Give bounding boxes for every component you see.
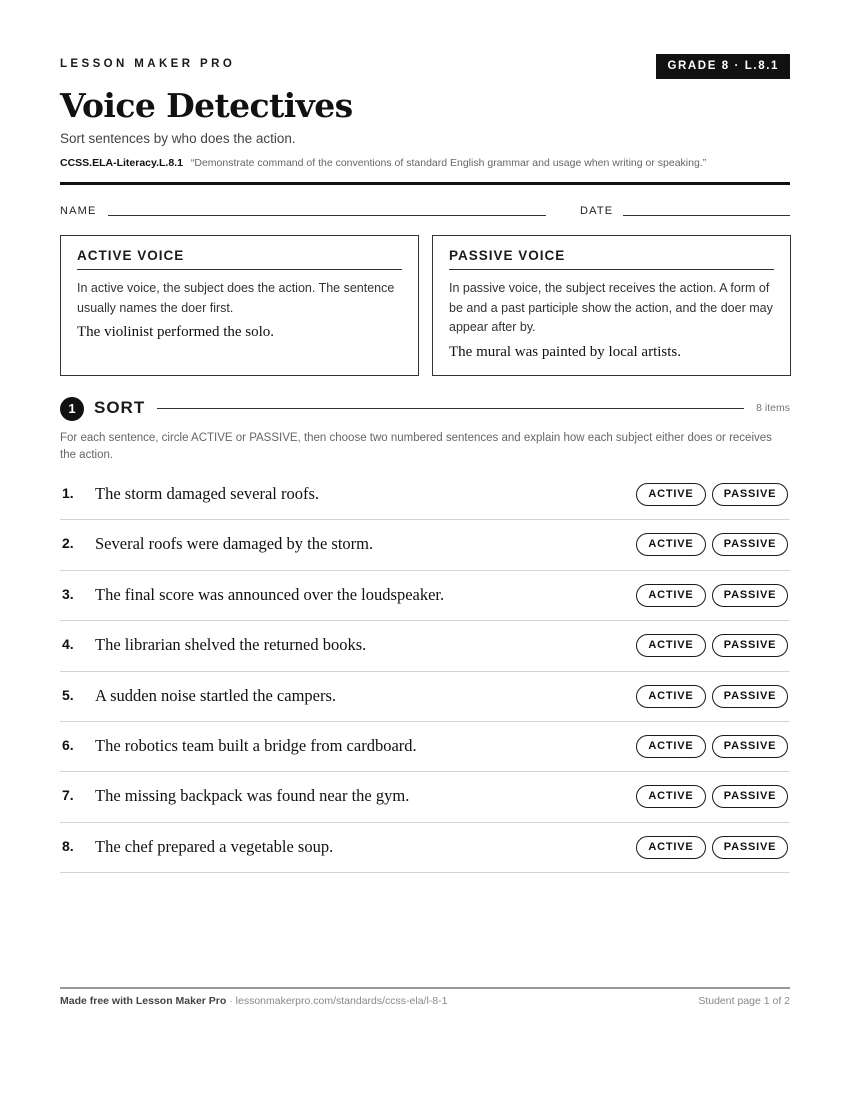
footer-divider xyxy=(60,987,790,989)
footer-credit xyxy=(60,995,447,1007)
passive-voice-box xyxy=(432,235,791,376)
active-choice[interactable]: ACTIVE xyxy=(636,836,706,859)
sentence-text: The final score was announced over the loudspeaker. xyxy=(95,584,445,604)
page-title: Voice Detectives xyxy=(60,86,353,125)
active-choice[interactable]: ACTIVE xyxy=(636,483,706,506)
sentence-text: Several roofs were damaged by the storm. xyxy=(95,534,374,554)
sentence-number: 7. xyxy=(62,787,74,804)
sentence-item xyxy=(60,772,790,822)
standard-code: CCSS.ELA-Literacy.L.8.1 xyxy=(60,157,183,169)
active-voice-title: ACTIVE VOICE xyxy=(77,248,402,270)
choice-group xyxy=(636,634,788,657)
grade-badge: GRADE 8 · L.8.1 xyxy=(656,54,790,79)
sentence-number: 1. xyxy=(62,485,74,501)
sentence-text: A sudden noise startled the campers. xyxy=(95,685,337,705)
passive-voice-definition: In passive voice, the subject receives the action. A form of be and a past participle show the action, and the doer may appear after by. xyxy=(449,281,773,334)
date-field-line[interactable] xyxy=(623,215,790,216)
name-label: NAME xyxy=(60,205,97,217)
footer-url[interactable]: · lessonmakerpro.com/standards/ccss-ela/l-8-1 xyxy=(226,995,448,1007)
choice-group xyxy=(636,785,788,808)
active-choice[interactable]: ACTIVE xyxy=(636,584,706,607)
section-rule xyxy=(157,408,744,409)
choice-group xyxy=(636,584,788,607)
sentence-item xyxy=(60,823,790,873)
sentence-item xyxy=(60,672,790,722)
section-number-badge: 1 xyxy=(60,397,84,421)
sentence-number: 2. xyxy=(62,535,74,552)
choice-group xyxy=(636,735,788,758)
section-instructions: For each sentence, circle ACTIVE or PASSIVE, then choose two numbered sentences and explain how each subject either does or receives the action. xyxy=(60,432,772,461)
page-subtitle: Sort sentences by who does the action. xyxy=(60,131,296,146)
name-field-line[interactable] xyxy=(108,215,546,216)
standard-line xyxy=(60,157,706,169)
active-voice-definition: In active voice, the subject does the action. The sentence usually names the doer first. xyxy=(77,281,395,315)
sentence-list xyxy=(60,470,790,873)
sentence-number: 5. xyxy=(62,686,74,703)
sentence-item xyxy=(60,520,790,570)
sentence-text: The missing backpack was found near the gym. xyxy=(95,786,410,806)
footer-made-with: Made free with Lesson Maker Pro xyxy=(60,995,227,1007)
active-choice[interactable]: ACTIVE xyxy=(636,685,706,708)
choice-group xyxy=(636,533,788,556)
standard-text: “Demonstrate command of the conventions of standard English grammar and usage when writing or speaking.” xyxy=(190,157,707,169)
section-title: SORT xyxy=(94,398,146,417)
active-voice-box xyxy=(60,235,419,376)
sentence-item xyxy=(60,621,790,671)
choice-group xyxy=(636,483,788,506)
sentence-text: The librarian shelved the returned books. xyxy=(95,635,367,655)
passive-choice[interactable]: PASSIVE xyxy=(712,483,788,506)
footer-page-number: Student page 1 of 2 xyxy=(698,995,790,1007)
sentence-text: The robotics team built a bridge from cardboard. xyxy=(95,735,417,755)
passive-voice-example: The mural was painted by local artists. xyxy=(449,343,682,360)
active-choice[interactable]: ACTIVE xyxy=(636,735,706,758)
sentence-number: 3. xyxy=(62,585,74,602)
sentence-number: 6. xyxy=(62,736,74,753)
active-choice[interactable]: ACTIVE xyxy=(636,634,706,657)
passive-choice[interactable]: PASSIVE xyxy=(712,836,788,859)
sentence-number: 4. xyxy=(62,636,74,653)
choice-group xyxy=(636,685,788,708)
sentence-text: The storm damaged several roofs. xyxy=(95,484,320,503)
passive-choice[interactable]: PASSIVE xyxy=(712,634,788,657)
passive-voice-title: PASSIVE VOICE xyxy=(449,248,774,270)
sentence-item xyxy=(60,571,790,621)
date-label: DATE xyxy=(580,205,614,217)
passive-choice[interactable]: PASSIVE xyxy=(712,584,788,607)
sentence-number: 8. xyxy=(62,837,74,854)
header-divider xyxy=(60,182,790,185)
passive-choice[interactable]: PASSIVE xyxy=(712,735,788,758)
item-count: 8 items xyxy=(756,402,790,414)
sentence-text: The chef prepared a vegetable soup. xyxy=(95,836,334,856)
sentence-item xyxy=(60,470,790,520)
active-choice[interactable]: ACTIVE xyxy=(636,785,706,808)
passive-choice[interactable]: PASSIVE xyxy=(712,685,788,708)
choice-group xyxy=(636,836,788,859)
worksheet-page xyxy=(60,0,790,1100)
brand-name: LESSON MAKER PRO xyxy=(60,58,236,70)
active-voice-example: The violinist performed the solo. xyxy=(77,324,275,340)
active-choice[interactable]: ACTIVE xyxy=(636,533,706,556)
passive-choice[interactable]: PASSIVE xyxy=(712,785,788,808)
sentence-item xyxy=(60,722,790,772)
passive-choice[interactable]: PASSIVE xyxy=(712,533,788,556)
